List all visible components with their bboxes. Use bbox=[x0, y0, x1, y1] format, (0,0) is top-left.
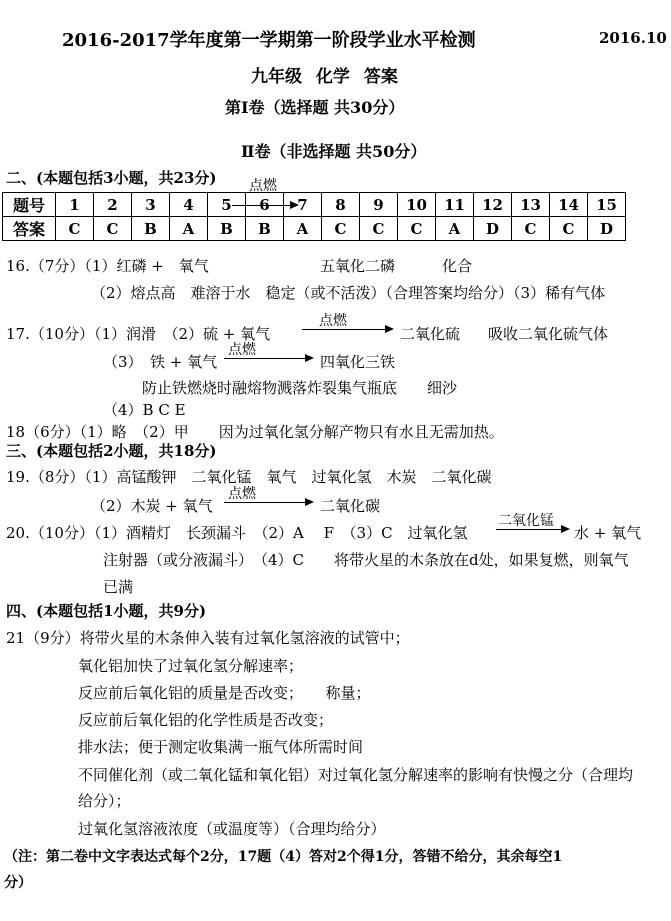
answer-cell: B bbox=[132, 217, 170, 241]
q19-line2-product: 二氧化碳 bbox=[320, 497, 381, 515]
answer-cell: A bbox=[170, 217, 208, 241]
q17-line1-prefix: 17.（10分）（1）润滑 （2）硫 + 氧气 bbox=[6, 325, 271, 343]
q16-line1-product: 五氧化二磷 bbox=[320, 257, 396, 275]
reaction-condition: 二氧化锰 bbox=[498, 513, 554, 529]
document-title: 2016-2017学年度第一学期第一阶段学业水平检测 bbox=[62, 30, 476, 51]
question-number: 14 bbox=[550, 193, 588, 217]
q17-line2-product: 四氧化三铁 bbox=[320, 353, 396, 371]
answer-cell: D bbox=[474, 217, 512, 241]
answer-cell: B bbox=[208, 217, 246, 241]
question-number: 13 bbox=[512, 193, 550, 217]
table-row-answers bbox=[3, 217, 626, 241]
q17-line1-arrow bbox=[302, 310, 394, 340]
arrow-head bbox=[561, 525, 570, 533]
q17-line2-arrow bbox=[224, 339, 314, 369]
answer-cell: C bbox=[56, 217, 94, 241]
answer-table bbox=[2, 192, 626, 241]
stray-arrow-head bbox=[290, 201, 299, 209]
q18-line: 18（6分）（1）略 （2）甲 因为过氧化氢分解产物只有水且无需加热。 bbox=[6, 423, 504, 441]
answer-cell: C bbox=[94, 217, 132, 241]
reaction-condition: 点燃 bbox=[228, 342, 256, 358]
q19-line1: 19.（8分）（1）高锰酸钾 二氧化锰 氧气 过氧化氢 木炭 二氧化碳 bbox=[6, 468, 492, 486]
section3-heading: 三、(本题包括2小题，共18分) bbox=[6, 442, 217, 460]
question-number: 15 bbox=[588, 193, 626, 217]
part1-heading: 第Ⅰ卷（选择题 共30分） bbox=[225, 98, 405, 117]
q17-line2-prefix: （3） 铁 + 氧气 bbox=[103, 353, 218, 371]
stray-arrow-line bbox=[232, 205, 292, 206]
q20-line3: 已满 bbox=[103, 578, 134, 596]
arrow-shaft bbox=[496, 529, 562, 530]
question-number: 4 bbox=[170, 193, 208, 217]
footnote-line2: 分） bbox=[4, 875, 32, 891]
q21-line4: 反应前后氧化铝的化学性质是否改变； bbox=[78, 711, 334, 729]
arrow-shaft bbox=[224, 502, 306, 503]
question-number: 3 bbox=[132, 193, 170, 217]
footnote-line1: （注：第二卷中文字表达式每个2分，17题（4）答对2个得1分，答错不给分，其余每空1 bbox=[4, 849, 563, 865]
question-number: 9 bbox=[360, 193, 398, 217]
answer-cell: C bbox=[512, 217, 550, 241]
question-number: 6 bbox=[246, 193, 284, 217]
q20-line2: 注射器（或分液漏斗） （4）C 将带火星的木条放在d处，如果复燃，则氧气 bbox=[103, 551, 629, 569]
answer-cell: C bbox=[550, 217, 588, 241]
document-subtitle: 九年级 化学 答案 bbox=[251, 67, 398, 87]
row-label-number: 题号 bbox=[3, 193, 56, 217]
q16-line1-prefix: 16.（7分）（1）红磷 + 氧气 bbox=[6, 257, 209, 275]
question-number: 8 bbox=[322, 193, 360, 217]
answer-cell: A bbox=[284, 217, 322, 241]
answer-cell: D bbox=[588, 217, 626, 241]
q21-line3: 反应前后氧化铝的质量是否改变； 称量； bbox=[78, 684, 371, 702]
section2-heading: 二、(本题包括3小题，共23分) bbox=[6, 169, 217, 187]
q16-line1-type: 化合 bbox=[442, 257, 473, 275]
q19-line2-arrow bbox=[224, 483, 314, 513]
q21-line1: 21（9分）将带火星的木条伸入装有过氧化氢溶液的试管中； bbox=[6, 629, 410, 647]
question-number: 2 bbox=[94, 193, 132, 217]
question-number: 10 bbox=[398, 193, 436, 217]
arrow-head bbox=[305, 498, 314, 506]
section4-heading: 四、(本题包括1小题，共9分) bbox=[6, 602, 207, 620]
reaction-condition: 点燃 bbox=[319, 313, 347, 329]
table-row-numbers bbox=[3, 193, 626, 217]
reaction-condition: 点燃 bbox=[228, 486, 256, 502]
answer-cell: A bbox=[436, 217, 474, 241]
q19-line2-prefix: （2）木炭 + 氧气 bbox=[91, 497, 213, 515]
arrow-head bbox=[385, 325, 394, 333]
q17-line4: （4）B C E bbox=[103, 401, 186, 419]
q17-line1-note: 吸收二氧化硫气体 bbox=[488, 325, 609, 343]
q20-line1-product: 水 + 氧气 bbox=[574, 524, 642, 542]
question-number: 1 bbox=[56, 193, 94, 217]
arrow-head bbox=[305, 354, 314, 362]
q21-line5: 排水法；便于测定收集满一瓶气体所需时间 bbox=[78, 738, 364, 756]
q21-line2: 氧化铝加快了过氧化氢分解速率； bbox=[78, 657, 304, 675]
answer-cell: B bbox=[246, 217, 284, 241]
question-number: 11 bbox=[436, 193, 474, 217]
q20-line1-arrow bbox=[496, 510, 570, 540]
question-number: 7 bbox=[284, 193, 322, 217]
q16-line2: （2）熔点高 难溶于水 稳定（或不活泼）（合理答案均给分）（3）稀有气体 bbox=[91, 284, 606, 302]
q17-line3: 防止铁燃烧时融熔物溅落炸裂集气瓶底 细沙 bbox=[142, 379, 458, 397]
q21-line7: 给分）； bbox=[78, 792, 131, 810]
document-date: 2016.10 bbox=[599, 29, 667, 47]
answer-cell: C bbox=[360, 217, 398, 241]
row-label-answer: 答案 bbox=[3, 217, 56, 241]
q21-line6: 不同催化剂（或二氧化锰和氧化铝）对过氧化氢分解速率的影响有快慢之分（合理均 bbox=[78, 766, 634, 784]
answer-cell: C bbox=[398, 217, 436, 241]
stray-condition-label: 点燃 bbox=[249, 178, 277, 194]
q20-line1-prefix: 20.（10分）（1）酒精灯 长颈漏斗 （2）A F （3）C 过氧化氢 bbox=[6, 524, 468, 542]
arrow-shaft bbox=[302, 329, 386, 330]
answer-cell: C bbox=[322, 217, 360, 241]
q21-line8: 过氧化氢溶液浓度（或温度等）（合理均给分） bbox=[78, 820, 386, 838]
question-number: 12 bbox=[474, 193, 512, 217]
part2-heading: Ⅱ卷（非选择题 共50分） bbox=[241, 142, 427, 161]
question-number: 5 bbox=[208, 193, 246, 217]
q17-line1-product: 二氧化硫 bbox=[400, 325, 461, 343]
arrow-shaft bbox=[224, 358, 306, 359]
